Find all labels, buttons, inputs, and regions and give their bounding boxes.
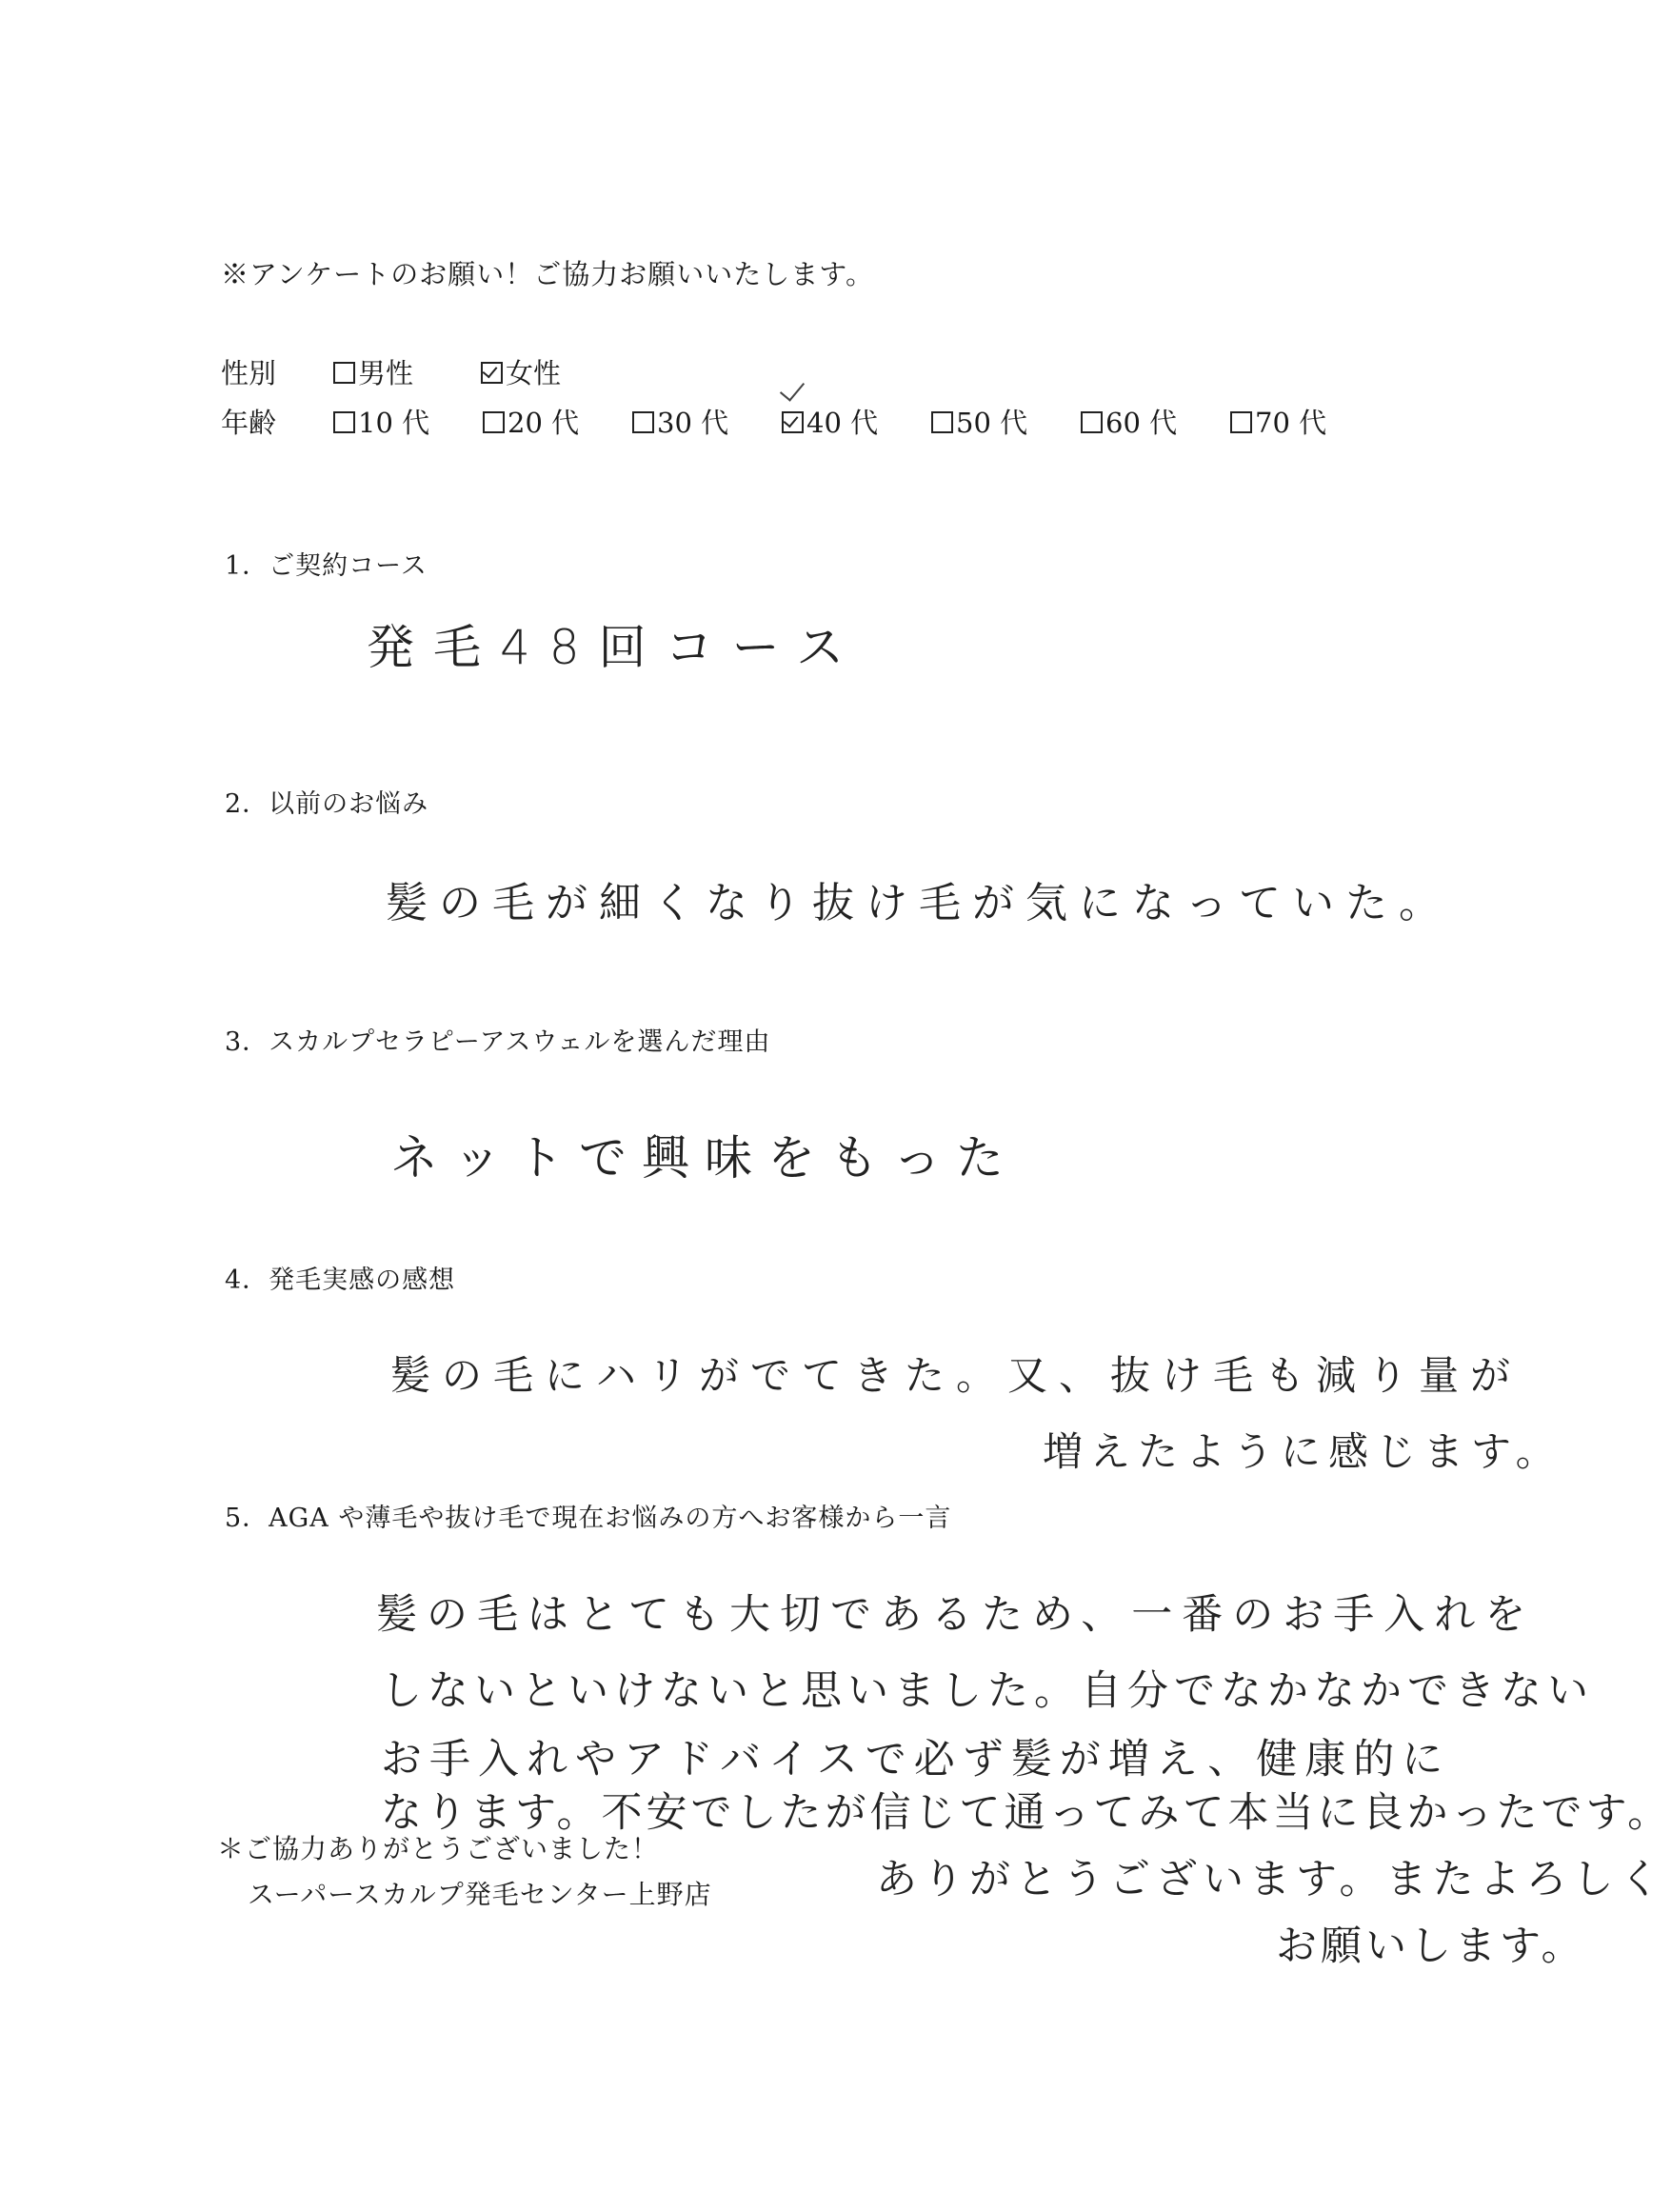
checkbox-30s[interactable] xyxy=(632,411,654,433)
age-option-10[interactable] xyxy=(333,402,483,441)
age-option-label: 30 代 xyxy=(657,407,729,439)
age-option-70[interactable] xyxy=(1230,402,1326,441)
age-option-50[interactable] xyxy=(931,402,1081,441)
answer-4-line-2: 増えたように感じます。 xyxy=(1043,1428,1563,1475)
age-option-30[interactable] xyxy=(632,402,782,441)
answer-5-line-1: 髪の毛はとても大切であるため、一番のお手入れを xyxy=(376,1591,1536,1639)
answer-5-line-6: お願いします。 xyxy=(1276,1923,1586,1970)
answer-5-line-2: しないといけないと思いました。自分でなかなかできない xyxy=(381,1667,1594,1715)
checkbox-20s[interactable] xyxy=(483,411,505,433)
gender-label: 性別 xyxy=(221,357,277,389)
age-row xyxy=(221,402,1326,441)
question-4-label: 4．発毛実感の感想 xyxy=(225,1265,456,1295)
age-label: 年齢 xyxy=(221,407,277,439)
checkbox-50s[interactable] xyxy=(931,411,953,433)
checkbox-female[interactable] xyxy=(481,362,503,384)
question-2-label: 2．以前のお悩み xyxy=(225,789,429,819)
survey-intro: ※アンケートのお願い！ご協力お願いいたします。 xyxy=(221,258,874,290)
checkbox-70s[interactable] xyxy=(1230,411,1252,433)
age-option-label: 70 代 xyxy=(1255,407,1327,439)
closing-store-name: スーパースカルプ発毛センター上野店 xyxy=(248,1879,712,1910)
age-option-label: 10 代 xyxy=(358,407,430,439)
checkbox-10s[interactable] xyxy=(333,411,355,433)
answer-5-line-3: お手入れやアドバイスで必ず髪が増え、健康的に xyxy=(381,1736,1451,1784)
handwritten-check-icon xyxy=(780,375,805,401)
answer-4-line-1: 髪の毛にハリがでてきた。又、抜け毛も減り量が xyxy=(390,1352,1523,1399)
gender-option-female[interactable] xyxy=(481,352,561,391)
closing-thanks: ＊ご協力ありがとうございました！ xyxy=(217,1833,660,1864)
age-option-20[interactable] xyxy=(483,402,632,441)
gender-option-male[interactable] xyxy=(333,352,481,391)
age-option-40[interactable] xyxy=(782,402,931,441)
age-option-label: 60 代 xyxy=(1105,407,1178,439)
gender-option-label: 女性 xyxy=(506,357,562,389)
question-5-label: 5．AGA や薄毛や抜け毛で現在お悩みの方へお客様から一言 xyxy=(225,1504,952,1533)
answer-5-line-4: なります。不安でしたが信じて通ってみて本当に良かったです。 xyxy=(381,1789,1672,1837)
question-1-label: 1．ご契約コース xyxy=(225,551,428,581)
gender-option-label: 男性 xyxy=(358,357,414,389)
age-option-label: 50 代 xyxy=(956,407,1028,439)
gender-row xyxy=(221,352,561,391)
age-option-label: 40 代 xyxy=(806,407,879,439)
checkbox-male[interactable] xyxy=(333,362,355,384)
answer-2: 髪の毛が細くなり抜け毛が気になっていた。 xyxy=(386,879,1452,927)
checkbox-60s[interactable] xyxy=(1081,411,1103,433)
age-option-label: 20 代 xyxy=(508,407,580,439)
answer-3: ネットで興味をもった xyxy=(390,1130,1019,1186)
answer-5-line-5: ありがとうございます。またよろしく xyxy=(876,1856,1666,1903)
question-3-label: 3．スカルプセラピーアスウェルを選んだ理由 xyxy=(225,1027,771,1057)
age-option-60[interactable] xyxy=(1081,402,1230,441)
answer-1: 発毛48回コース xyxy=(367,620,864,675)
checkbox-40s[interactable] xyxy=(782,411,804,433)
